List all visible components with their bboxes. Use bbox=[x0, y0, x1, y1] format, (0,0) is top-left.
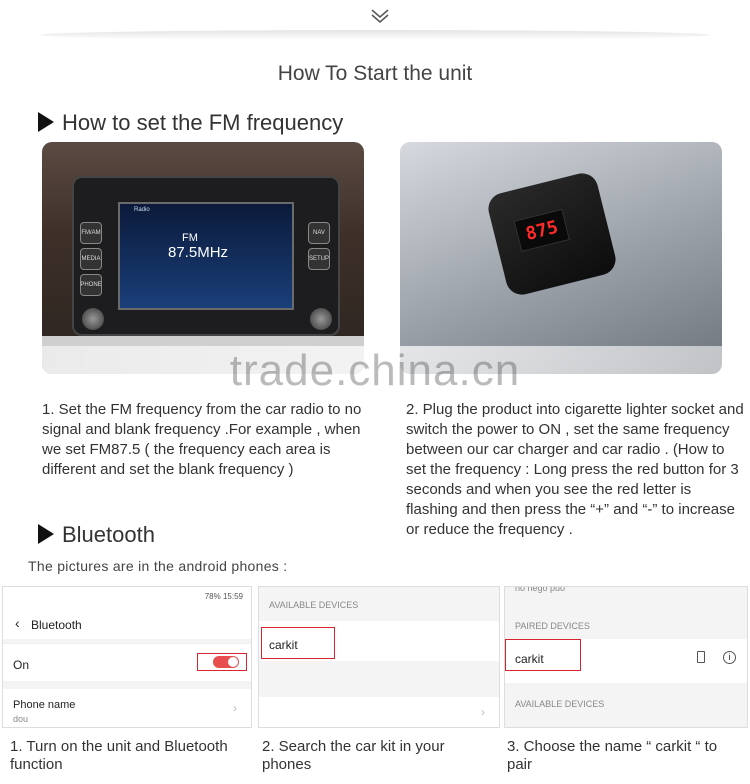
frequency-display: 87.5MHz bbox=[168, 244, 229, 261]
triangle-bullet-icon bbox=[38, 524, 54, 544]
watermark bbox=[0, 346, 750, 398]
header-divider bbox=[40, 30, 710, 40]
on-label: On bbox=[13, 658, 30, 672]
watermark-text: trade.china.cn bbox=[229, 346, 521, 395]
phone-name-value: dou bbox=[13, 714, 29, 724]
radio-label: Radio bbox=[134, 207, 150, 213]
bluetooth-heading-text: Bluetooth bbox=[62, 522, 155, 547]
radio-button-phone: PHONE bbox=[80, 274, 102, 296]
available-devices-header: AVAILABLE DEVICES bbox=[269, 600, 359, 610]
phone1-header bbox=[3, 587, 251, 639]
step2-text: 2. Plug the product into cigarette lighter socket and switch the power to ON , set the same frequency between our car charger and car radio . (How to set the frequency : Long press the red button for 3 seconds and when you see the red letter is flashing and then press the “+” and “-” to increase or reduce the frequency . bbox=[406, 401, 744, 538]
back-arrow-icon[interactable]: ‹ bbox=[15, 615, 20, 631]
caption-step2: 2. Search the car kit in your phones bbox=[262, 738, 445, 773]
phone-icon bbox=[697, 651, 705, 663]
volume-knob bbox=[82, 308, 104, 330]
info-icon[interactable]: i bbox=[723, 651, 736, 664]
bluetooth-on-row[interactable] bbox=[3, 643, 251, 681]
fm-label: FM bbox=[182, 232, 198, 244]
device-row-carkit[interactable] bbox=[259, 621, 499, 661]
status-bar: 78% 15:59 bbox=[204, 592, 243, 601]
fm-transmitter-device bbox=[485, 170, 619, 298]
device-name: carkit bbox=[515, 652, 544, 666]
radio-unit bbox=[72, 176, 340, 336]
tune-knob bbox=[310, 308, 332, 330]
bluetooth-title: Bluetooth bbox=[31, 618, 82, 632]
chevron-right-icon: › bbox=[481, 705, 485, 719]
caption-step1: 1. Turn on the unit and Bluetooth function bbox=[10, 738, 228, 773]
car-radio-photo bbox=[42, 142, 364, 374]
radio-screen bbox=[118, 202, 294, 310]
device-name: carkit bbox=[269, 638, 298, 652]
chevron-right-icon: › bbox=[233, 701, 237, 715]
device-row-empty[interactable] bbox=[259, 697, 499, 728]
bluetooth-toggle[interactable] bbox=[213, 656, 239, 668]
fm-heading-text: How to set the FM frequency bbox=[62, 110, 344, 135]
bluetooth-intro: The pictures are in the android phones : bbox=[28, 558, 288, 574]
radio-button-setup: SETUP bbox=[308, 248, 330, 270]
phone-screenshot-1 bbox=[2, 586, 252, 728]
fm-transmitter-photo bbox=[400, 142, 722, 374]
radio-button-media: MEDIA bbox=[80, 248, 102, 270]
page-title: How To Start the unit bbox=[277, 62, 473, 85]
triangle-bullet-icon bbox=[38, 112, 54, 132]
phone-screenshot-3 bbox=[504, 586, 748, 728]
radio-button-nav: NAV bbox=[308, 222, 330, 244]
available-devices-header: AVAILABLE DEVICES bbox=[515, 699, 605, 709]
phone-name-label: Phone name bbox=[13, 699, 76, 711]
led-frequency-display: 875 bbox=[514, 209, 570, 252]
paired-device-row[interactable] bbox=[505, 639, 747, 683]
bluetooth-section-heading bbox=[38, 522, 155, 548]
radio-button-fmam: FM/AM bbox=[80, 222, 102, 244]
fm-section-heading bbox=[38, 110, 343, 136]
partial-text: no nego puo bbox=[515, 586, 566, 593]
phone-screenshot-2 bbox=[258, 586, 500, 728]
step1-text: 1. Set the FM frequency from the car radio to no signal and blank frequency .For example , when we set FM87.5 ( the frequency each area is different and set the blank frequency ) bbox=[42, 401, 362, 478]
caption-step3: 3. Choose the name “ carkit “ to pair bbox=[507, 738, 718, 773]
chevron-down-icon[interactable] bbox=[368, 8, 392, 24]
phone-name-row[interactable] bbox=[3, 689, 251, 728]
paired-devices-header: PAIRED DEVICES bbox=[515, 621, 590, 631]
